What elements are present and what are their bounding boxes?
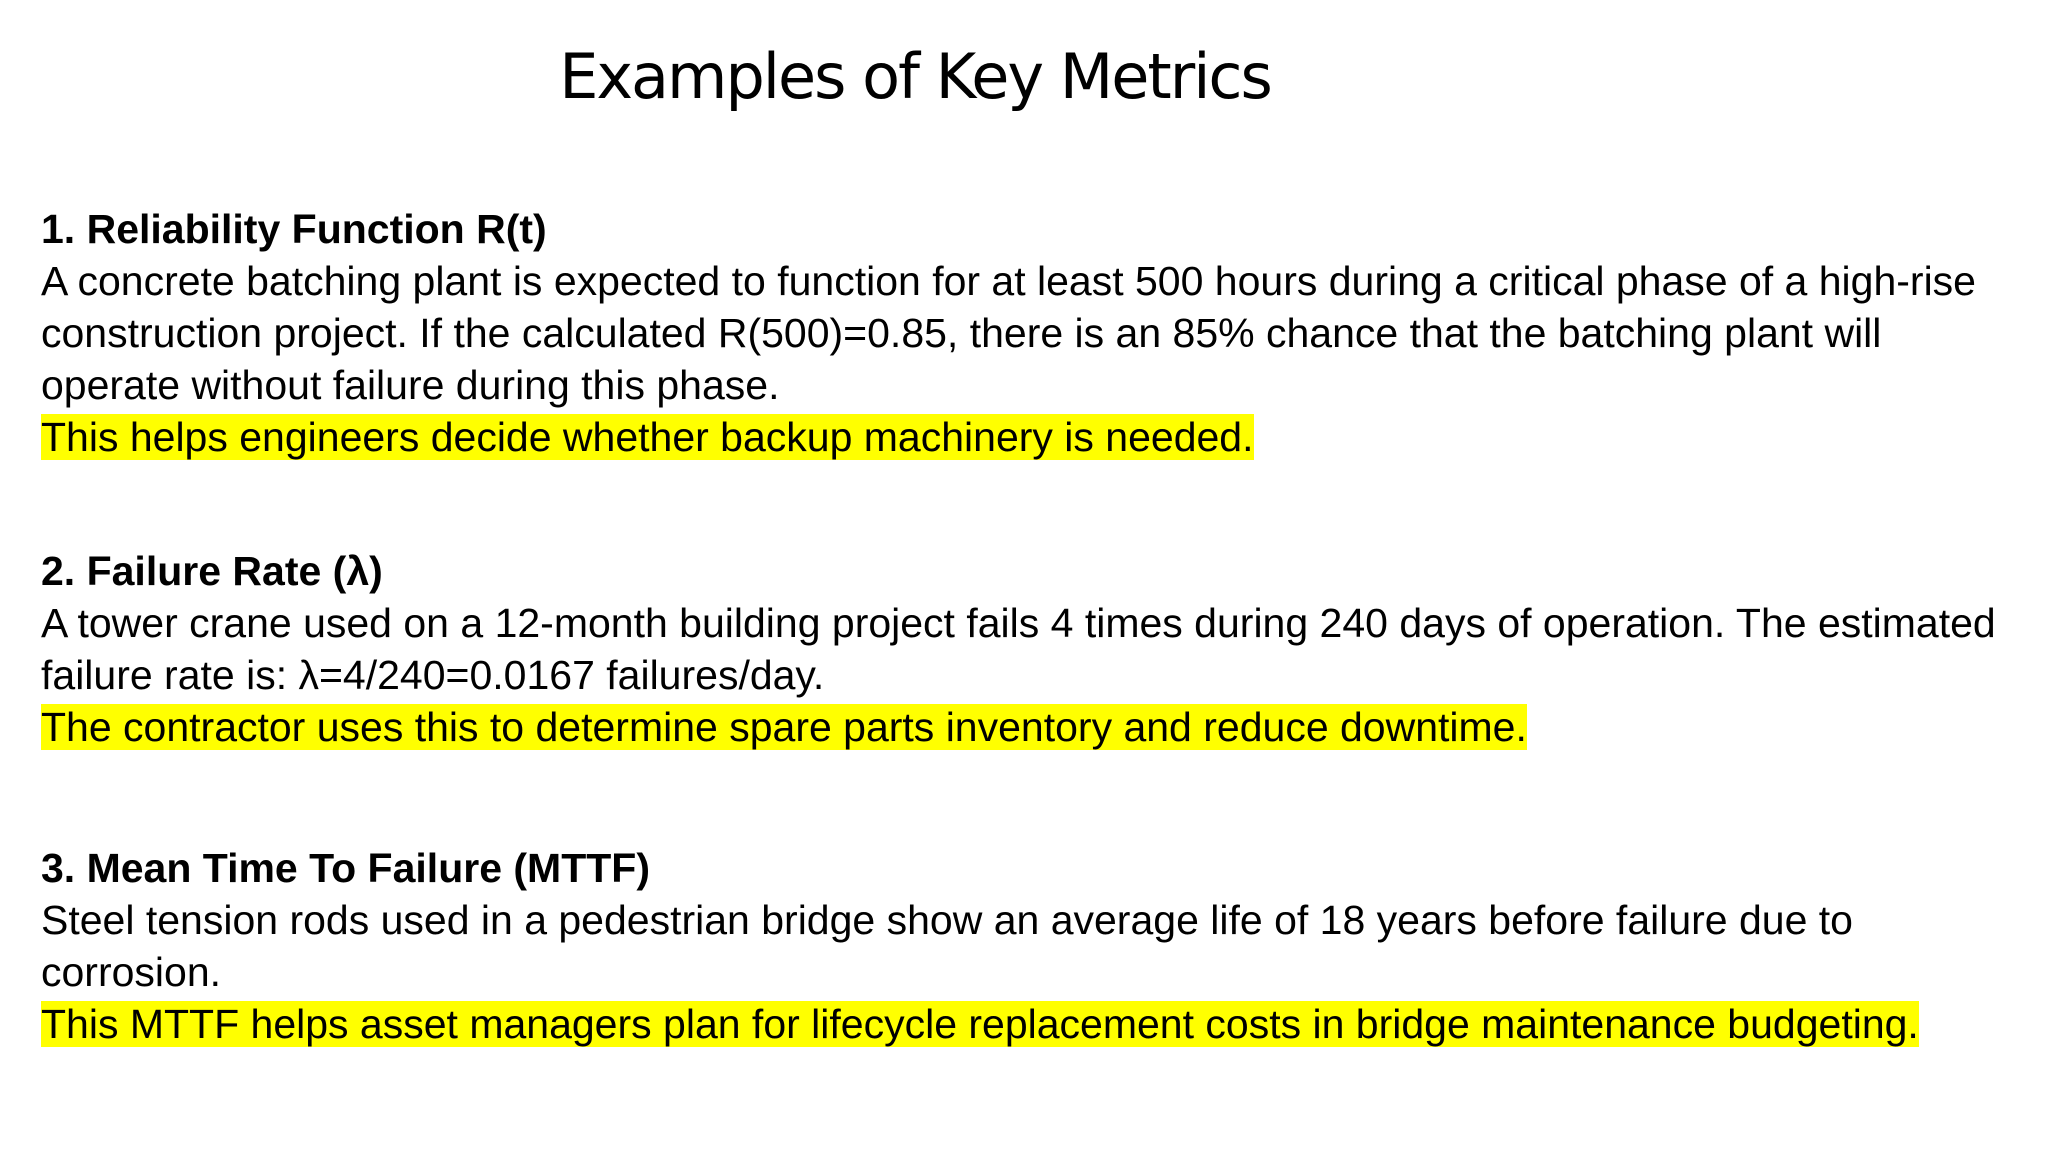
section-body-text: Steel tension rods used in a pedestrian bridge show an average life of 18 years before failure due to corrosion.	[41, 897, 1853, 995]
highlighted-takeaway: This MTTF helps asset managers plan for lifecycle replacement costs in bridge maintenance budgeting.	[41, 1001, 1919, 1047]
highlighted-takeaway: The contractor uses this to determine spare parts inventory and reduce downtime.	[41, 704, 1527, 750]
highlighted-takeaway: This helps engineers decide whether backup machinery is needed.	[41, 414, 1254, 460]
section-heading: 3. Mean Time To Failure (MTTF)	[41, 845, 650, 891]
section-body	[41, 255, 2001, 463]
section-body	[41, 597, 2001, 753]
section-body	[41, 894, 2001, 1050]
slide-title: Examples of Key Metrics	[559, 40, 1271, 113]
section-heading: 1. Reliability Function R(t)	[41, 206, 547, 252]
section-reliability-function	[41, 203, 2001, 463]
section-body-text: A tower crane used on a 12-month building project fails 4 times during 240 days of operation. The estimated failure rate is: λ=4/240=0.0167 failures/day.	[41, 600, 1996, 698]
section-heading: 2. Failure Rate (λ)	[41, 548, 383, 594]
section-mttf	[41, 842, 2001, 1050]
section-body-text: A concrete batching plant is expected to function for at least 500 hours during a critical phase of a high-rise construction project. If the calculated R(500)=0.85, there is an 85% chance that the batching plant will operate without failure during this phase.	[41, 258, 1976, 408]
section-failure-rate	[41, 545, 2001, 753]
